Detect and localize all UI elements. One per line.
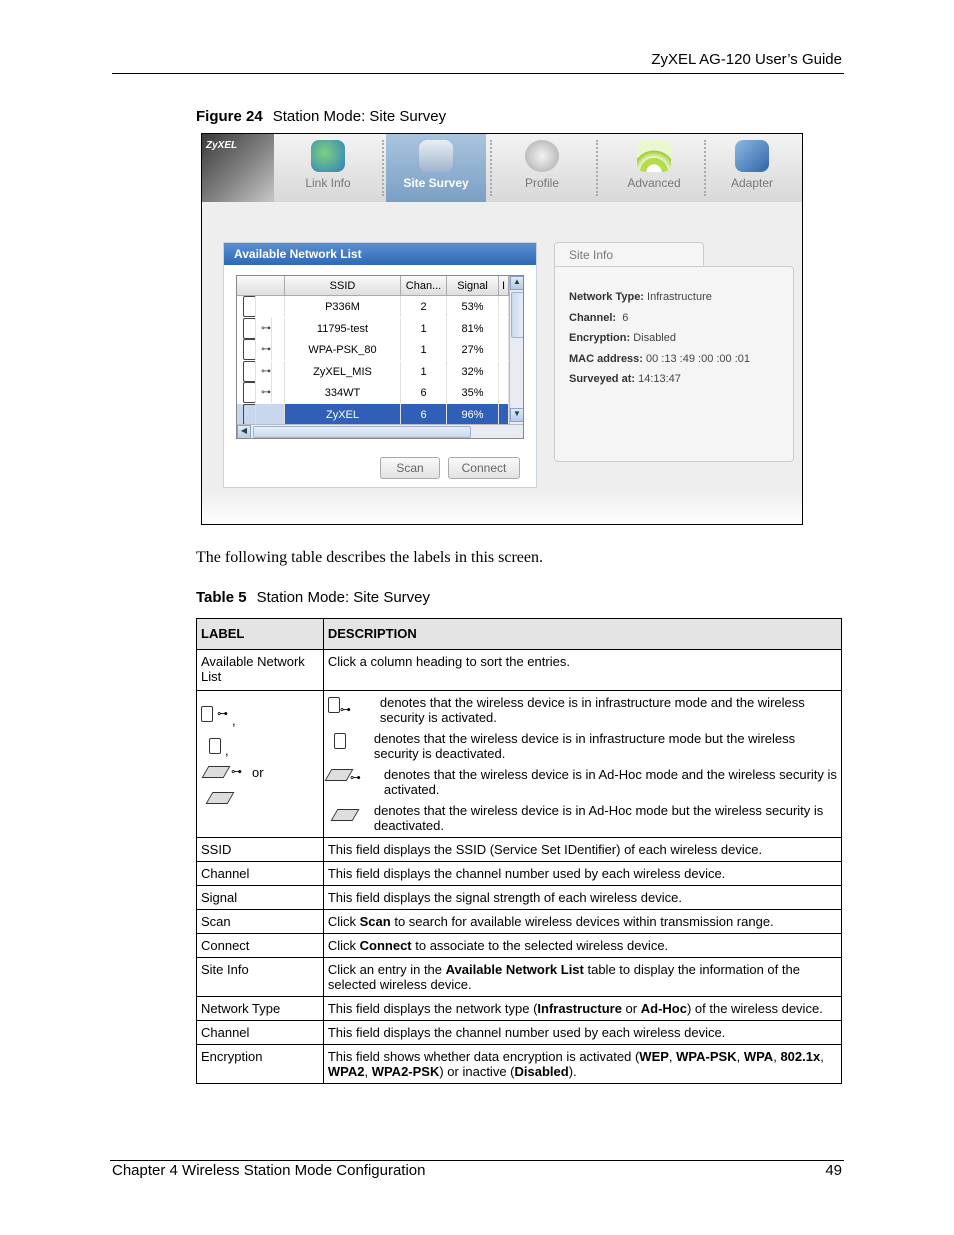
desc-text: Click: [327, 938, 360, 953]
access-point-icon: [201, 706, 213, 722]
extra-cell: [499, 382, 509, 403]
connect-button[interactable]: Connect: [448, 457, 520, 479]
row-description: Click a column heading to sort the entries.: [323, 650, 841, 691]
channel-label: Channel:: [569, 312, 617, 324]
ssid-cell: ZyXEL: [285, 404, 401, 425]
access-point-icon: [334, 733, 346, 749]
ssid-cell: P336M: [285, 296, 401, 317]
access-point-icon: [243, 404, 256, 425]
row-label: Network Type: [197, 997, 324, 1021]
toolbar-label: Adapter: [730, 176, 774, 190]
row-label-icons: [197, 691, 324, 838]
horizontal-scroll-thumb[interactable]: [253, 426, 471, 438]
table-row: [197, 934, 842, 958]
surveyed-row: [569, 373, 681, 385]
col-header-extra[interactable]: I: [499, 276, 509, 296]
site-survey-screenshot: [201, 133, 803, 525]
desc-text: ) of the wireless device.: [686, 1001, 823, 1016]
site-info-panel: [554, 242, 794, 464]
row-label: Available Network List: [197, 650, 324, 691]
network-type-cell: [237, 318, 285, 339]
access-point-icon: [243, 382, 256, 403]
toolbar-profile[interactable]: [492, 134, 592, 202]
glyph: [328, 803, 368, 824]
table-row-icons: [197, 691, 842, 838]
channel-cell: 1: [401, 361, 447, 382]
toolbar-site-survey[interactable]: [386, 134, 486, 202]
row-description: [323, 910, 841, 934]
access-point-icon: [328, 697, 340, 713]
icon-description: [328, 695, 837, 731]
signal-cell: 32%: [447, 361, 499, 382]
glyph: [328, 731, 368, 752]
globe-doc-icon: [311, 140, 345, 172]
figure-label: Figure 24: [196, 108, 263, 125]
channel-row: [569, 312, 628, 324]
desc-text: ).: [568, 1064, 577, 1079]
desc-bold: WPA: [743, 1049, 774, 1064]
surveyed-label: Surveyed at:: [569, 373, 636, 385]
desc-bold: WPA2: [327, 1064, 365, 1079]
signal-cell: 27%: [447, 339, 499, 360]
table-row: [197, 838, 842, 862]
row-description: [323, 1045, 841, 1084]
toolbar-separator: [382, 140, 384, 196]
key-icon: ⊶: [261, 318, 272, 339]
row-label: Connect: [197, 934, 324, 958]
signal-cell: 35%: [447, 382, 499, 403]
row-description: This field displays the signal strength of each wireless device.: [323, 886, 841, 910]
ssid-cell: WPA-PSK_80: [285, 339, 401, 360]
desc-bold: WPA2-PSK: [371, 1064, 440, 1079]
intro-text: The following table describes the labels in this screen.: [196, 549, 544, 566]
desc-bold: Ad-Hoc: [640, 1001, 687, 1016]
extra-cell: [499, 361, 509, 382]
surveyed-value: 14:13:47: [638, 373, 681, 385]
ssid-cell: 334WT: [285, 382, 401, 403]
icon-description-text: denotes that the wireless device is in infrastructure mode and the wireless security is activated.: [379, 695, 805, 725]
desc-bold: Infrastructure: [537, 1001, 622, 1016]
desc-text: ,: [773, 1049, 781, 1064]
gear-profile-icon: [525, 140, 559, 172]
horizontal-scrollbar[interactable]: [237, 424, 524, 439]
scroll-down-icon[interactable]: ▼: [510, 408, 524, 422]
desc-text: ) or inactive (: [439, 1064, 515, 1079]
channel-value: 6: [622, 312, 629, 324]
row-label: Scan: [197, 910, 324, 934]
desc-text: Click an entry in the: [327, 962, 446, 977]
mac-label: MAC address:: [569, 353, 643, 365]
network-type-value: Infrastructure: [647, 291, 712, 303]
table-caption-text: Station Mode: Site Survey: [256, 589, 431, 606]
signal-cell: 81%: [447, 318, 499, 339]
adhoc-card-icon: [206, 792, 235, 804]
key-icon: ⊶: [261, 339, 272, 360]
desc-text: ,: [736, 1049, 744, 1064]
toolbar-adapter[interactable]: [702, 134, 802, 202]
network-type-cell: [237, 361, 285, 382]
encryption-row: [569, 332, 676, 344]
description-header: DESCRIPTION: [323, 619, 841, 650]
access-point-icon: [243, 339, 256, 360]
desc-text: ,: [668, 1049, 677, 1064]
glyph: [328, 695, 374, 718]
extra-cell: [499, 296, 509, 317]
desc-bold: Available Network List: [445, 962, 584, 977]
access-point-icon: [243, 296, 256, 317]
footer-page-number: 49: [825, 1162, 842, 1179]
icon-description-text: denotes that the wireless device is in Ad-Hoc mode but the wireless security is deactivated.: [373, 803, 824, 833]
desc-text: ,: [364, 1064, 372, 1079]
toolbar: [202, 134, 802, 202]
toolbar-label: Site Survey: [403, 176, 469, 190]
table-row: [197, 650, 842, 691]
desc-text: This field displays the network type (: [327, 1001, 538, 1016]
ssid-cell: ZyXEL_MIS: [285, 361, 401, 382]
icon-description: [328, 731, 837, 767]
desc-bold: Connect: [359, 938, 412, 953]
device-logo: [202, 134, 274, 202]
footer-chapter: Chapter 4 Wireless Station Mode Configuration: [112, 1162, 426, 1179]
extra-cell: [499, 339, 509, 360]
available-network-panel: [223, 242, 537, 488]
adapter-icon: [735, 140, 769, 172]
row-description: [323, 958, 841, 997]
row-description-icons: [323, 691, 841, 838]
icon-line: [201, 701, 319, 727]
desc-text: ,: [820, 1049, 824, 1064]
row-label: SSID: [197, 838, 324, 862]
key-icon: ⊶: [261, 361, 272, 382]
row-description: This field displays the channel number used by each wireless device.: [323, 1021, 841, 1045]
network-type-row: [569, 291, 712, 303]
encryption-label: Encryption:: [569, 332, 631, 344]
network-type-cell: [237, 382, 285, 403]
icon-description-text: denotes that the wireless device is in infrastructure mode but the wireless security is deactivated.: [373, 731, 796, 761]
access-point-icon: [243, 361, 256, 382]
site-info-body: [554, 266, 794, 462]
label-description-table: [196, 618, 842, 1084]
scroll-up-icon[interactable]: ▲: [510, 276, 524, 290]
figure-caption: [196, 108, 446, 125]
desc-text: or: [621, 1001, 641, 1016]
scroll-left-icon[interactable]: ◀: [237, 425, 251, 439]
row-description: This field displays the channel number used by each wireless device.: [323, 862, 841, 886]
logo-text: ZyXEL: [206, 140, 238, 151]
guide-title: ZyXEL AG-120 User’s Guide: [651, 51, 842, 68]
toolbar-label: Advanced: [627, 176, 681, 190]
row-description: This field displays the SSID (Service Set IDentifier) of each wireless device.: [323, 838, 841, 862]
access-point-icon: [209, 738, 221, 754]
key-icon: ⊶: [349, 772, 361, 784]
desc-bold: Disabled: [514, 1064, 569, 1079]
row-label: Channel: [197, 862, 324, 886]
adhoc-card-icon: [330, 809, 359, 821]
extra-cell: [499, 404, 509, 425]
desc-text: to associate to the selected wireless device.: [411, 938, 669, 953]
network-row[interactable]: [237, 339, 509, 360]
icon-description-text: denotes that the wireless device is in Ad-Hoc mode and the wireless security is activated.: [383, 767, 837, 797]
row-description: [323, 997, 841, 1021]
header-rule: [112, 73, 844, 74]
vertical-scrollbar[interactable]: [509, 276, 524, 424]
channel-cell: 2: [401, 296, 447, 317]
col-header-signal[interactable]: Signal: [447, 276, 499, 296]
table-header-row: [197, 619, 842, 650]
network-row[interactable]: [237, 361, 509, 382]
access-point-icon: [243, 318, 256, 339]
desc-text: to search for available wireless devices within transmission range.: [390, 914, 774, 929]
glyph: [328, 767, 378, 786]
site-info-tab: Site Info: [554, 242, 704, 268]
icon-line: [201, 759, 319, 785]
network-type-cell: [237, 404, 285, 425]
table-row: [197, 1021, 842, 1045]
desc-text: table to display the information of the selected wireless device.: [327, 962, 800, 992]
desc-text: This field shows whether data encryption is activated (: [327, 1049, 640, 1064]
adhoc-card-icon: [202, 766, 231, 778]
separator: ,: [225, 742, 229, 758]
desc-bold: Scan: [359, 914, 391, 929]
signal-cell: 96%: [447, 404, 499, 425]
channel-cell: 1: [401, 318, 447, 339]
screen-bottom-strip: [202, 489, 802, 525]
footer-rule: [110, 1160, 844, 1161]
table-row: [197, 862, 842, 886]
row-description: [323, 934, 841, 958]
col-header-icon: [237, 276, 285, 296]
desc-text: Click: [327, 914, 360, 929]
available-network-title: Available Network List: [224, 243, 536, 265]
table-label: Table 5: [196, 589, 247, 606]
mac-value: 00 :13 :49 :00 :00 :01: [646, 353, 751, 365]
table-row: [197, 910, 842, 934]
key-icon: ⊶: [261, 382, 272, 403]
icon-line: [201, 785, 319, 811]
toolbar-label: Link Info: [305, 176, 351, 190]
encryption-value: Disabled: [633, 332, 676, 344]
scan-button[interactable]: Scan: [380, 457, 440, 479]
toolbar-label: Profile: [524, 176, 559, 190]
toolbar-link-info[interactable]: [278, 134, 378, 202]
table-row: [197, 958, 842, 997]
site-survey-icon: [419, 140, 453, 172]
separator: ,: [232, 712, 236, 728]
figure-caption-text: Station Mode: Site Survey: [272, 108, 447, 125]
network-list[interactable]: [236, 275, 524, 439]
table-row: [197, 997, 842, 1021]
table-row: [197, 1045, 842, 1084]
desc-bold: WEP: [639, 1049, 669, 1064]
separator: or: [252, 764, 264, 780]
toolbar-separator: [596, 140, 598, 196]
table-caption: [196, 589, 430, 606]
wifi-waves-icon: [637, 140, 671, 172]
col-header-channel[interactable]: Chan...: [401, 276, 447, 296]
table-row: [197, 886, 842, 910]
row-label: Site Info: [197, 958, 324, 997]
desc-bold: 802.1x: [780, 1049, 821, 1064]
desc-bold: WPA-PSK: [676, 1049, 737, 1064]
row-label: Encryption: [197, 1045, 324, 1084]
icon-description: [328, 767, 837, 803]
network-row[interactable]: [237, 404, 509, 425]
toolbar-advanced[interactable]: [604, 134, 704, 202]
network-row[interactable]: [237, 382, 509, 403]
label-header: LABEL: [197, 619, 324, 650]
row-label: Signal: [197, 886, 324, 910]
mac-row: [569, 353, 750, 365]
col-header-ssid[interactable]: SSID: [285, 276, 401, 296]
extra-cell: [499, 318, 509, 339]
vertical-scroll-thumb[interactable]: [511, 292, 524, 338]
network-type-label: Network Type:: [569, 291, 644, 303]
key-icon: ⊶: [231, 765, 242, 778]
network-row[interactable]: [237, 296, 509, 317]
row-label: Channel: [197, 1021, 324, 1045]
icon-line: [201, 733, 319, 759]
channel-cell: 6: [401, 404, 447, 425]
icon-legend: [201, 701, 319, 811]
key-icon: ⊶: [339, 704, 351, 716]
key-icon: ⊶: [217, 707, 228, 720]
signal-cell: 53%: [447, 296, 499, 317]
channel-cell: 6: [401, 382, 447, 403]
ssid-cell: 11795-test: [285, 318, 401, 339]
network-type-cell: [237, 339, 285, 360]
channel-cell: 1: [401, 339, 447, 360]
icon-description: [328, 803, 837, 833]
network-type-cell: [237, 296, 285, 317]
network-row[interactable]: [237, 318, 509, 339]
